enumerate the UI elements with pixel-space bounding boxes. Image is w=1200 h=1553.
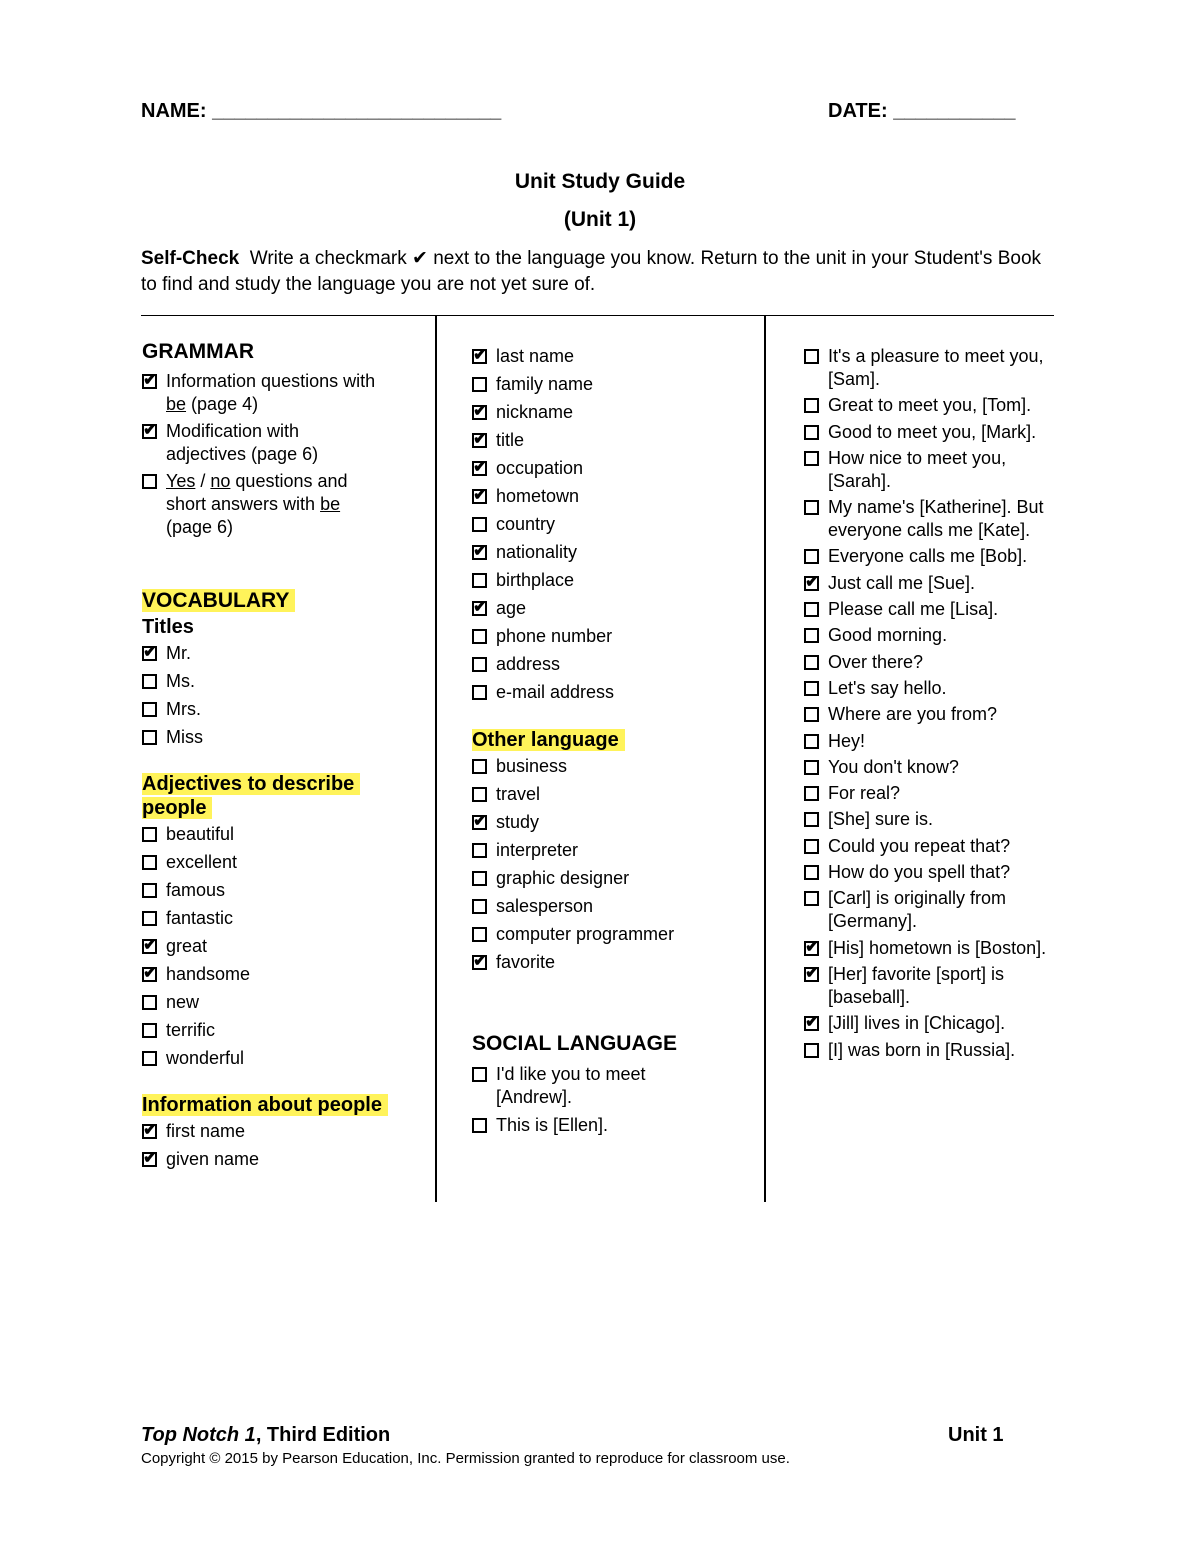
list-item-label: Everyone calls me [Bob]. bbox=[828, 546, 1028, 567]
checkbox[interactable] bbox=[472, 489, 487, 504]
list-item-label: Mr. bbox=[166, 643, 191, 663]
list-item-label: How do you spell that? bbox=[828, 862, 1011, 883]
list-item-label: Great to meet you, [Tom]. bbox=[828, 395, 1032, 416]
list-item-label: handsome bbox=[166, 964, 251, 984]
list-item bbox=[472, 755, 757, 778]
checkbox[interactable] bbox=[804, 786, 819, 801]
list-item bbox=[472, 373, 757, 396]
adjectives-list bbox=[142, 823, 427, 1070]
list-item-label: family name bbox=[496, 374, 594, 394]
list-item-label: interpreter bbox=[496, 840, 579, 860]
checkbox[interactable] bbox=[142, 1124, 157, 1139]
list-item-label: [Her] favorite [sport] is [baseball]. bbox=[828, 963, 1005, 1007]
checkbox[interactable] bbox=[142, 424, 157, 439]
list-item-label: You don't know? bbox=[828, 756, 959, 777]
self-check-label: Self-Check bbox=[141, 248, 240, 269]
checkbox[interactable] bbox=[804, 451, 819, 466]
list-item-label: given name bbox=[166, 1149, 260, 1169]
list-item bbox=[804, 394, 1069, 417]
list-item bbox=[804, 937, 1069, 960]
checkbox[interactable] bbox=[142, 855, 157, 870]
list-item-label: Please call me [Lisa]. bbox=[828, 599, 999, 620]
list-item-label: famous bbox=[166, 880, 226, 900]
list-item bbox=[472, 541, 757, 564]
list-item-label: birthplace bbox=[496, 570, 575, 590]
list-item bbox=[804, 1039, 1069, 1062]
list-item-label: hometown bbox=[496, 486, 580, 506]
self-check-instructions bbox=[141, 246, 1061, 298]
list-item bbox=[142, 907, 427, 930]
list-item-label: Let's say hello. bbox=[828, 677, 947, 698]
checkbox[interactable] bbox=[142, 374, 157, 389]
list-item bbox=[142, 851, 427, 874]
checkbox[interactable] bbox=[472, 899, 487, 914]
checkbox[interactable] bbox=[472, 871, 487, 886]
checkbox[interactable] bbox=[472, 955, 487, 970]
list-item-label: age bbox=[496, 598, 527, 618]
list-item-label: salesperson bbox=[496, 896, 594, 916]
footer-unit: Unit 1 bbox=[948, 1424, 1004, 1446]
checkbox[interactable] bbox=[804, 549, 819, 564]
social-language-list-2 bbox=[804, 345, 1069, 1062]
list-item bbox=[804, 1012, 1069, 1035]
checkbox[interactable] bbox=[804, 967, 819, 982]
list-item-label: great bbox=[166, 936, 208, 956]
list-item-label: study bbox=[496, 812, 540, 832]
list-item bbox=[804, 887, 1069, 933]
checkbox[interactable] bbox=[472, 405, 487, 420]
checkbox[interactable] bbox=[472, 1118, 487, 1133]
list-item bbox=[142, 935, 427, 958]
checkbox[interactable] bbox=[472, 433, 487, 448]
list-item-label: I'd like you to meet [Andrew]. bbox=[496, 1064, 646, 1107]
checkbox[interactable] bbox=[142, 883, 157, 898]
list-item bbox=[472, 513, 757, 536]
list-item bbox=[804, 677, 1069, 700]
checkbox[interactable] bbox=[472, 843, 487, 858]
list-item-label: For real? bbox=[828, 783, 901, 804]
list-item bbox=[142, 879, 427, 902]
grammar-heading: GRAMMAR bbox=[142, 340, 254, 363]
list-item: ✔ Modification with adjectives (page 6) bbox=[142, 420, 427, 466]
checkbox[interactable] bbox=[142, 995, 157, 1010]
list-item-label: Could you repeat that? bbox=[828, 835, 1011, 856]
list-item-label: Miss bbox=[166, 727, 203, 747]
name-label: NAME: bbox=[141, 100, 207, 122]
checkbox[interactable] bbox=[804, 500, 819, 515]
checkbox[interactable] bbox=[804, 1016, 819, 1031]
list-item bbox=[804, 963, 1069, 1009]
list-item-label: Good morning. bbox=[828, 625, 948, 646]
list-item bbox=[804, 835, 1069, 858]
list-item bbox=[472, 1063, 672, 1109]
list-item bbox=[804, 730, 1069, 753]
checkbox[interactable] bbox=[804, 628, 819, 643]
list-item bbox=[472, 839, 757, 862]
checkbox[interactable] bbox=[142, 1023, 157, 1038]
list-item bbox=[142, 1047, 427, 1070]
list-item-label: [I] was born in [Russia]. bbox=[828, 1039, 1016, 1060]
list-item-label: title bbox=[496, 430, 525, 450]
list-item-label: wonderful bbox=[166, 1048, 245, 1068]
checkbox[interactable] bbox=[142, 730, 157, 745]
checkbox[interactable] bbox=[804, 734, 819, 749]
checkbox[interactable] bbox=[804, 865, 819, 880]
checkbox[interactable] bbox=[804, 891, 819, 906]
list-item bbox=[804, 782, 1069, 805]
checkbox[interactable] bbox=[804, 812, 819, 827]
checkbox[interactable] bbox=[472, 573, 487, 588]
list-item bbox=[804, 345, 1069, 391]
list-item bbox=[804, 861, 1069, 884]
checkbox[interactable] bbox=[804, 425, 819, 440]
checkbox[interactable] bbox=[472, 1067, 487, 1082]
list-item-label: phone number bbox=[496, 626, 613, 646]
list-item bbox=[472, 681, 757, 704]
list-item-label: occupation bbox=[496, 458, 584, 478]
list-item-label: new bbox=[166, 992, 200, 1012]
vocabulary-heading: VOCABULARY bbox=[142, 589, 295, 612]
checkbox[interactable] bbox=[472, 349, 487, 364]
checkbox[interactable] bbox=[142, 702, 157, 717]
checkbox[interactable] bbox=[804, 681, 819, 696]
list-item-label: [His] hometown is [Boston]. bbox=[828, 937, 1047, 958]
self-check-text: Write a checkmark ✔ next to the language you know. Return to the unit in your Student's Book to find and study the language you are not yet sure of. bbox=[141, 248, 1042, 295]
checkbox[interactable] bbox=[804, 349, 819, 364]
list-item-label: Over there? bbox=[828, 651, 924, 672]
list-item-label: country bbox=[496, 514, 556, 534]
checkbox[interactable] bbox=[142, 939, 157, 954]
checkbox[interactable] bbox=[804, 941, 819, 956]
checkbox[interactable] bbox=[804, 760, 819, 775]
checkbox[interactable] bbox=[142, 474, 157, 489]
list-item-label: This is [Ellen]. bbox=[496, 1115, 609, 1135]
checkbox[interactable] bbox=[472, 629, 487, 644]
list-item bbox=[472, 951, 757, 974]
list-item bbox=[472, 457, 757, 480]
checkbox[interactable] bbox=[472, 787, 487, 802]
name-field bbox=[141, 100, 501, 123]
list-item bbox=[472, 653, 757, 676]
list-item bbox=[804, 756, 1069, 779]
list-item bbox=[472, 597, 757, 620]
adjectives-heading: Adjectives to describe people bbox=[142, 773, 360, 819]
list-item-label: Hey! bbox=[828, 730, 866, 751]
list-item bbox=[142, 1120, 427, 1143]
column-2 bbox=[472, 342, 757, 1137]
checkbox[interactable] bbox=[472, 759, 487, 774]
other-language-list bbox=[472, 755, 757, 974]
list-item bbox=[804, 545, 1069, 568]
list-item bbox=[804, 651, 1069, 674]
checkbox[interactable] bbox=[804, 576, 819, 591]
list-item-label: excellent bbox=[166, 852, 238, 872]
list-item bbox=[142, 823, 427, 846]
list-item-label: address bbox=[496, 654, 561, 674]
list-item-label: My name's [Katherine]. But everyone calls me [Kate]. bbox=[828, 497, 1044, 541]
list-item-label: Good to meet you, [Mark]. bbox=[828, 421, 1037, 442]
list-item-label: [Carl] is originally from [Germany]. bbox=[828, 888, 1007, 932]
list-item bbox=[142, 1019, 427, 1042]
list-item bbox=[472, 867, 757, 890]
list-item bbox=[472, 923, 757, 946]
list-item-label: fantastic bbox=[166, 908, 234, 928]
list-item bbox=[804, 703, 1069, 726]
list-item bbox=[804, 496, 1069, 542]
book-title bbox=[141, 1424, 390, 1447]
checkbox[interactable] bbox=[804, 839, 819, 854]
list-item bbox=[472, 485, 757, 508]
list-item-label: Mrs. bbox=[166, 699, 201, 719]
list-item bbox=[142, 963, 427, 986]
list-item bbox=[142, 698, 427, 721]
list-item-label: nationality bbox=[496, 542, 578, 562]
social-language-heading: SOCIAL LANGUAGE bbox=[472, 1032, 677, 1055]
checkbox[interactable] bbox=[142, 967, 157, 982]
info-list-2 bbox=[472, 345, 757, 704]
titles-heading: Titles bbox=[142, 616, 194, 638]
list-item-label: [Jill] lives in [Chicago]. bbox=[828, 1013, 1006, 1034]
checkbox[interactable] bbox=[472, 461, 487, 476]
list-item bbox=[472, 783, 757, 806]
checkbox[interactable] bbox=[472, 685, 487, 700]
checkbox[interactable] bbox=[472, 927, 487, 942]
checkbox[interactable] bbox=[142, 1051, 157, 1066]
list-item bbox=[142, 642, 427, 665]
list-item bbox=[804, 572, 1069, 595]
list-item-label: favorite bbox=[496, 952, 556, 972]
list-item bbox=[142, 726, 427, 749]
divider bbox=[141, 315, 1054, 316]
checkbox[interactable] bbox=[142, 674, 157, 689]
list-item-label: e-mail address bbox=[496, 682, 615, 702]
list-item bbox=[472, 569, 757, 592]
list-item bbox=[472, 895, 757, 918]
checkbox[interactable] bbox=[142, 827, 157, 842]
list-item-label: first name bbox=[166, 1121, 246, 1141]
list-item bbox=[472, 1114, 672, 1137]
checkbox[interactable] bbox=[472, 815, 487, 830]
list-item bbox=[804, 447, 1069, 493]
list-item-label: terrific bbox=[166, 1020, 215, 1040]
list-item bbox=[142, 1148, 427, 1171]
checkbox[interactable] bbox=[804, 707, 819, 722]
list-item-label: It's a pleasure to meet you, [Sam]. bbox=[828, 346, 1044, 389]
list-item-label: Ms. bbox=[166, 671, 195, 691]
other-language-heading: Other language bbox=[472, 729, 625, 751]
copyright: Copyright © 2015 by Pearson Education, Inc. Permission granted to reproduce for classroom use. bbox=[141, 1450, 790, 1467]
titles-list bbox=[142, 642, 427, 749]
checkbox[interactable] bbox=[472, 377, 487, 392]
info-heading: Information about people bbox=[142, 1094, 388, 1116]
checkbox[interactable] bbox=[472, 601, 487, 616]
column-divider-2 bbox=[764, 316, 766, 1202]
checkbox[interactable] bbox=[472, 657, 487, 672]
checkbox[interactable] bbox=[142, 646, 157, 661]
info-list-1 bbox=[142, 1120, 427, 1171]
date-field bbox=[828, 100, 1016, 123]
list-item-label: computer programmer bbox=[496, 924, 675, 944]
book-name: Top Notch 1 bbox=[141, 1424, 256, 1446]
list-item bbox=[472, 345, 757, 368]
date-label: DATE: bbox=[828, 100, 888, 122]
list-item-label: Where are you from? bbox=[828, 704, 998, 725]
list-item-label: travel bbox=[496, 784, 541, 804]
list-item bbox=[804, 808, 1069, 831]
list-item-label: [She] sure is. bbox=[828, 809, 934, 830]
page-title: Unit Study Guide bbox=[514, 170, 686, 193]
list-item bbox=[472, 429, 757, 452]
list-item bbox=[472, 401, 757, 424]
column-3 bbox=[804, 342, 1069, 1062]
name-blank[interactable]: __________________________ bbox=[212, 100, 502, 122]
date-blank[interactable]: ___________ bbox=[893, 100, 1016, 122]
list-item-label: graphic designer bbox=[496, 868, 630, 888]
list-item: Yes / no questions and short answers with be (page 6) bbox=[142, 470, 427, 539]
checkbox[interactable] bbox=[472, 517, 487, 532]
list-item bbox=[142, 991, 427, 1014]
checkbox[interactable] bbox=[472, 545, 487, 560]
list-item bbox=[804, 421, 1069, 444]
list-item: ✔ Information questions with be (page 4) bbox=[142, 370, 427, 416]
checkbox[interactable] bbox=[804, 398, 819, 413]
list-item-label: last name bbox=[496, 346, 575, 366]
book-edition: , Third Edition bbox=[255, 1424, 391, 1446]
checkbox[interactable] bbox=[142, 911, 157, 926]
list-item-label: nickname bbox=[496, 402, 574, 422]
list-item bbox=[804, 624, 1069, 647]
checkbox[interactable] bbox=[804, 1043, 819, 1058]
page-subtitle: (Unit 1) bbox=[563, 208, 637, 231]
list-item-label: How nice to meet you, [Sarah]. bbox=[828, 447, 1007, 491]
checkbox[interactable] bbox=[804, 655, 819, 670]
list-item-label: beautiful bbox=[166, 824, 235, 844]
column-1 bbox=[142, 340, 427, 1171]
checkbox[interactable] bbox=[142, 1152, 157, 1167]
checkbox[interactable] bbox=[804, 602, 819, 617]
social-language-list-1 bbox=[472, 1063, 672, 1137]
list-item bbox=[804, 598, 1069, 621]
list-item-label: business bbox=[496, 756, 568, 776]
column-divider-1 bbox=[435, 316, 437, 1202]
list-item bbox=[142, 670, 427, 693]
list-item bbox=[472, 625, 757, 648]
list-item-label: Just call me [Sue]. bbox=[828, 572, 976, 593]
list-item bbox=[472, 811, 757, 834]
